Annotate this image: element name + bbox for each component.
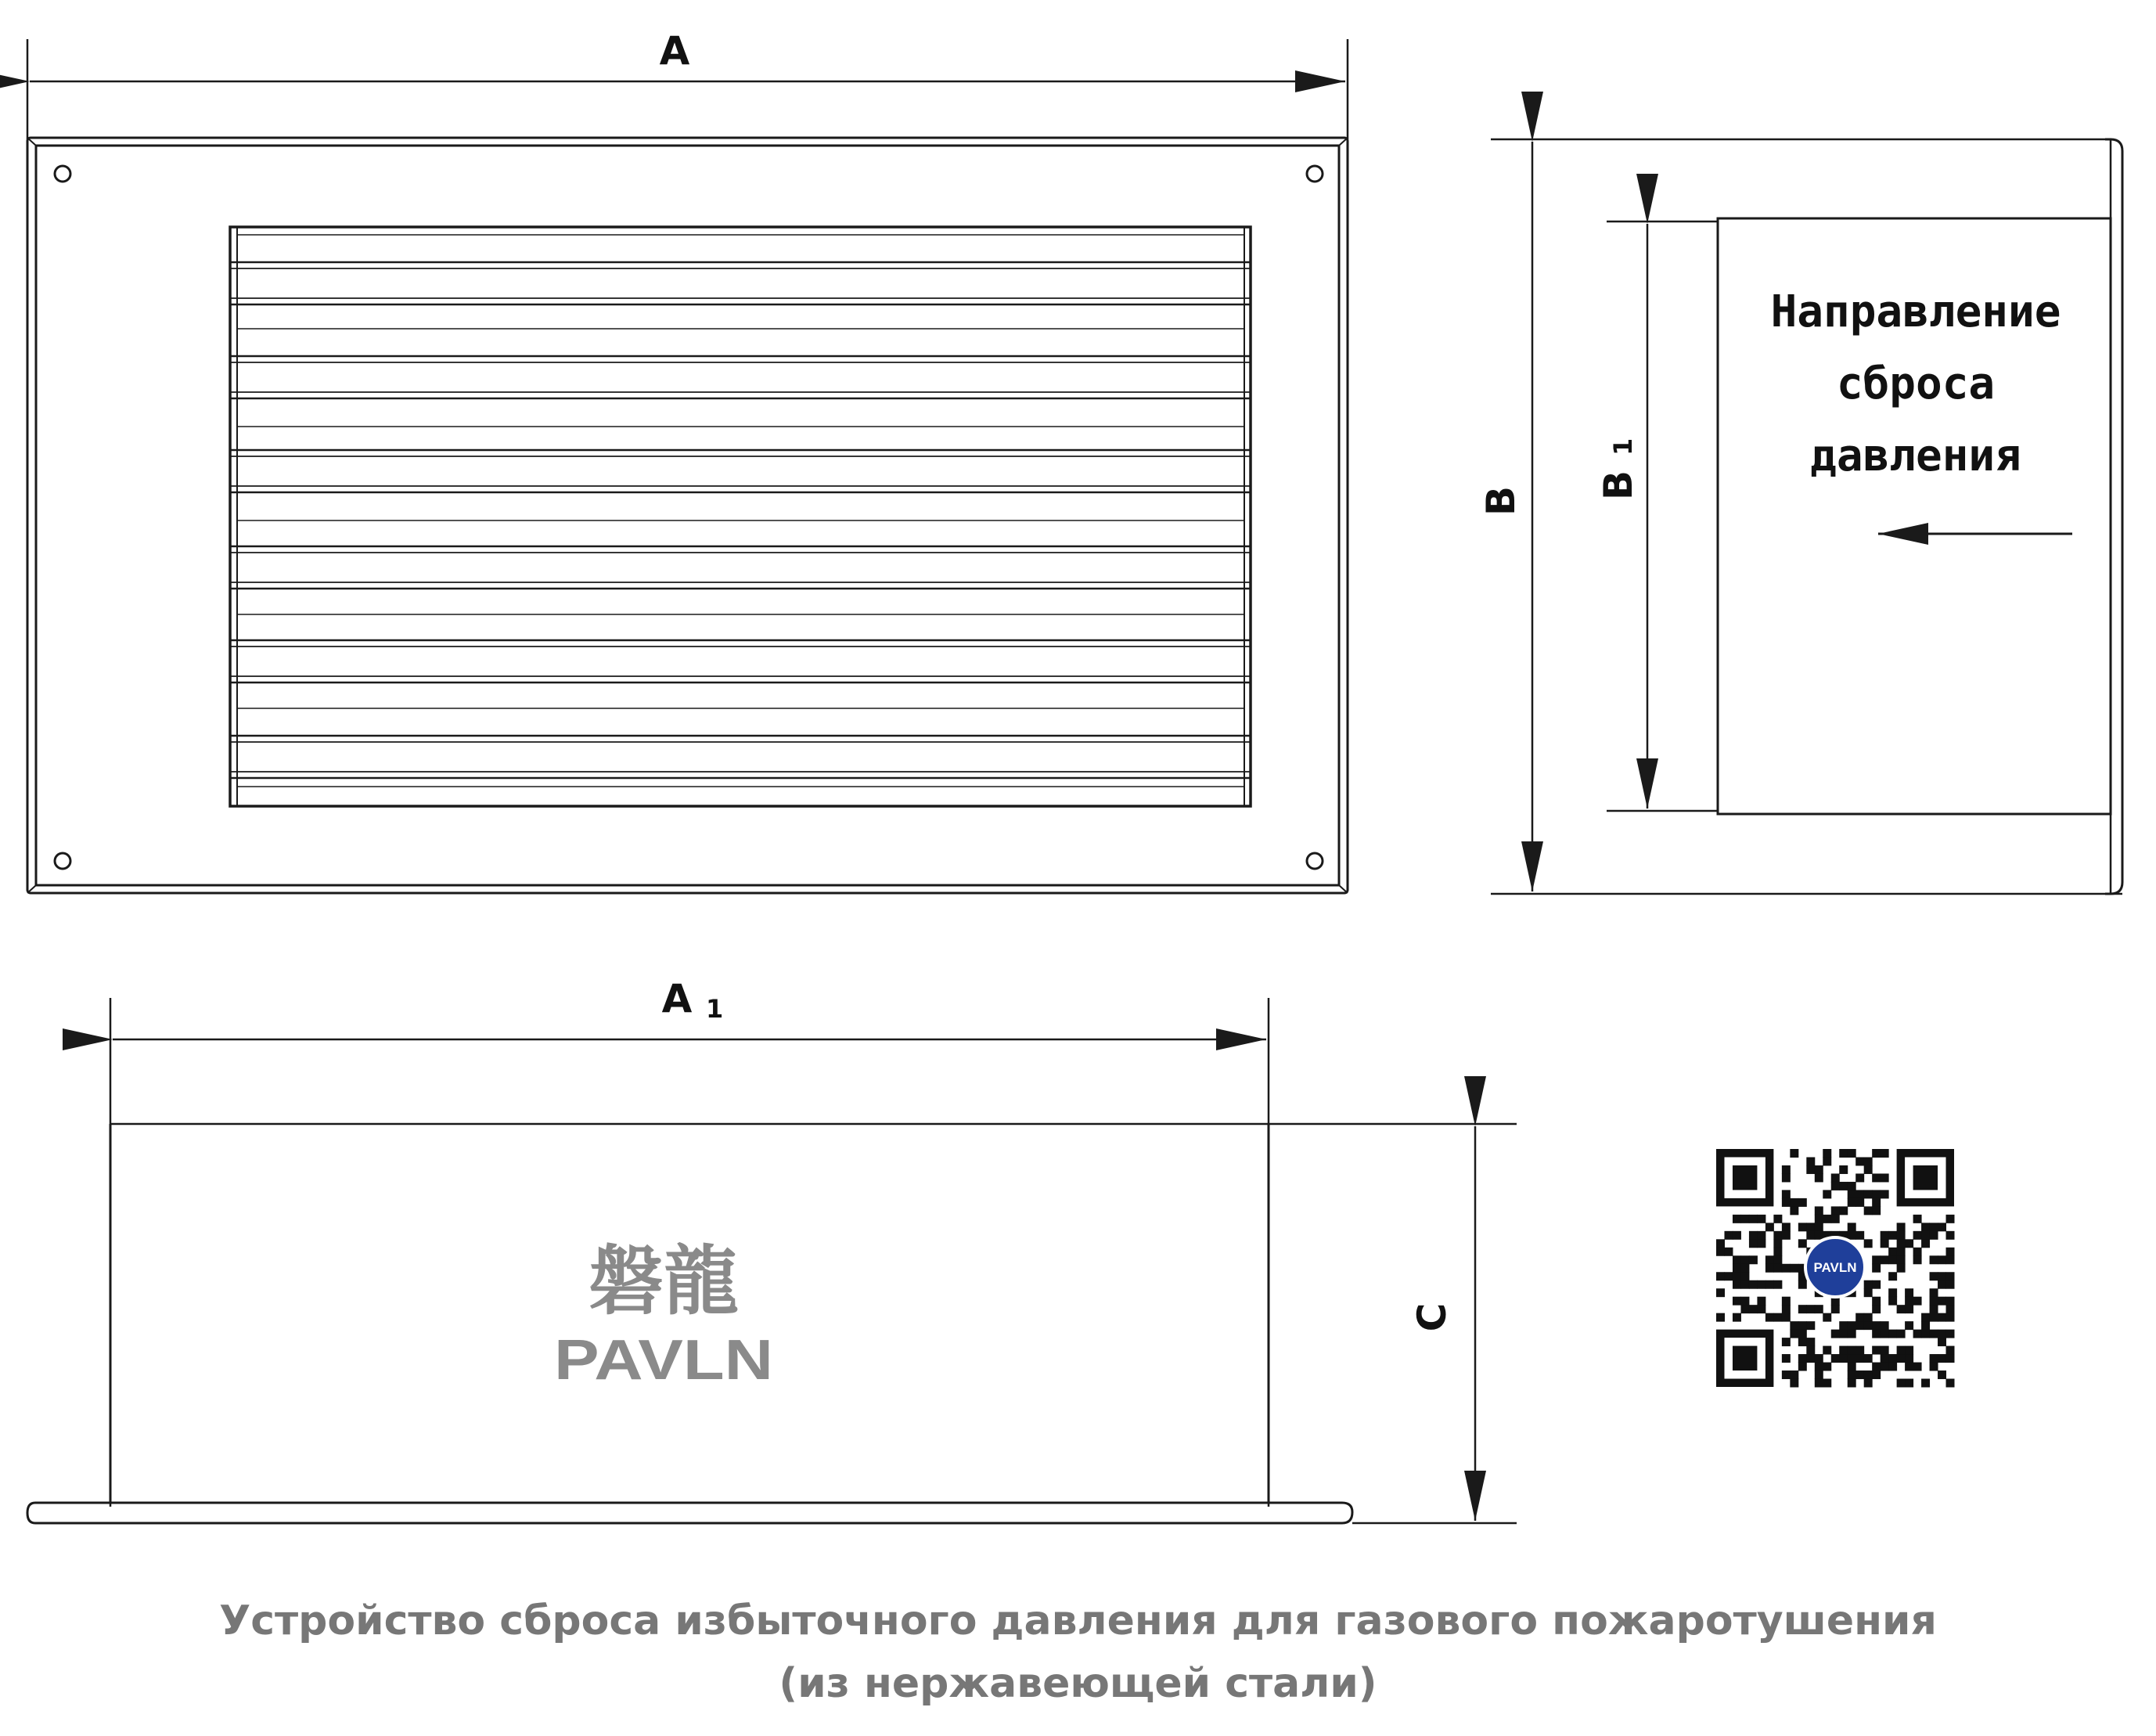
qr-module <box>1765 1264 1774 1273</box>
qr-module <box>1872 1297 1881 1306</box>
qr-module <box>1881 1346 1889 1355</box>
qr-module <box>1897 1231 1906 1240</box>
caption-line-1: Устройство сброса избыточного давления для газового пожаротушения <box>219 1597 1937 1644</box>
qr-module <box>1848 1198 1856 1207</box>
qr-module <box>1921 1330 1930 1338</box>
qr-module <box>1938 1272 1946 1280</box>
mounting-hole <box>1307 853 1323 869</box>
qr-module <box>1872 1264 1881 1273</box>
qr-module <box>1740 1255 1749 1264</box>
qr-module <box>1946 1215 1955 1223</box>
qr-module <box>1864 1313 1873 1322</box>
qr-module <box>1815 1165 1823 1174</box>
qr-module <box>1905 1363 1913 1371</box>
qr-module <box>1855 1198 1864 1207</box>
qr-module <box>1946 1330 1955 1338</box>
qr-module <box>1905 1321 1913 1330</box>
qr-module <box>1897 1239 1906 1248</box>
qr-module <box>1823 1346 1831 1355</box>
qr-module <box>1930 1305 1938 1313</box>
dimension-a1-label: A <box>661 976 693 1021</box>
qr-module <box>1888 1330 1897 1338</box>
qr-module <box>1872 1255 1881 1264</box>
qr-module <box>1839 1206 1848 1215</box>
qr-module <box>1855 1173 1864 1182</box>
dimension-b1-label: B <box>1596 470 1641 501</box>
qr-module <box>1798 1321 1807 1330</box>
qr-module <box>1864 1288 1873 1297</box>
qr-module <box>1930 1363 1938 1371</box>
qr-module <box>1806 1354 1815 1363</box>
louver-opening <box>230 227 1251 806</box>
qr-module <box>1815 1305 1823 1313</box>
side-flange <box>2105 139 2122 894</box>
qr-module <box>1938 1297 1946 1306</box>
qr-module <box>1765 1280 1774 1289</box>
qr-module <box>1815 1215 1823 1223</box>
qr-module <box>1921 1231 1930 1240</box>
qr-module <box>1930 1288 1938 1297</box>
qr-module <box>1872 1173 1881 1182</box>
qr-module <box>1872 1305 1881 1313</box>
qr-module <box>1757 1231 1765 1240</box>
qr-module <box>1806 1231 1815 1240</box>
qr-module <box>1888 1297 1897 1306</box>
qr-module <box>1864 1165 1873 1174</box>
qr-module <box>1864 1354 1873 1363</box>
qr-module <box>1815 1206 1823 1215</box>
qr-module <box>1848 1379 1856 1388</box>
qr-code <box>1716 1149 1955 1388</box>
qr-module <box>1848 1182 1856 1190</box>
qr-module <box>1790 1379 1798 1388</box>
qr-module <box>1790 1149 1798 1158</box>
qr-module <box>1757 1215 1765 1223</box>
louver-blades <box>230 235 1251 787</box>
qr-module <box>1798 1239 1807 1248</box>
qr-module <box>1888 1354 1897 1363</box>
qr-module <box>1806 1165 1815 1174</box>
qr-module <box>1839 1346 1848 1355</box>
qr-module <box>1733 1313 1741 1322</box>
qr-module <box>1815 1231 1823 1240</box>
qr-module <box>1921 1239 1930 1248</box>
front-frame-outer <box>27 138 1348 893</box>
qr-module <box>1848 1223 1856 1231</box>
qr-module <box>1905 1239 1913 1248</box>
qr-module <box>1946 1313 1955 1322</box>
qr-module <box>1888 1288 1897 1297</box>
dimension-c-label: C <box>1409 1302 1455 1332</box>
qr-module <box>1782 1305 1791 1313</box>
qr-module <box>1913 1215 1922 1223</box>
qr-module <box>1782 1370 1791 1379</box>
qr-module <box>1831 1206 1840 1215</box>
dimension-b-label: B <box>1478 485 1524 517</box>
qr-module <box>1798 1354 1807 1363</box>
qr-module <box>1881 1354 1889 1363</box>
qr-module <box>1855 1157 1864 1165</box>
qr-module <box>1946 1297 1955 1306</box>
qr-module <box>1938 1338 1946 1346</box>
qr-module <box>1798 1223 1807 1231</box>
qr-module <box>1946 1354 1955 1363</box>
qr-module <box>1946 1248 1955 1256</box>
dimension-a-label: A <box>659 28 690 74</box>
qr-module <box>1921 1379 1930 1388</box>
qr-module <box>1798 1363 1807 1371</box>
qr-module <box>1839 1165 1848 1174</box>
qr-module <box>1823 1379 1831 1388</box>
qr-module <box>1855 1231 1864 1240</box>
qr-module <box>1773 1313 1782 1322</box>
qr-module <box>1897 1255 1906 1264</box>
qr-finder-core <box>1913 1165 1938 1190</box>
qr-module <box>1938 1370 1946 1379</box>
qr-module <box>1938 1330 1946 1338</box>
qr-module <box>1938 1280 1946 1289</box>
qr-module <box>1782 1264 1791 1273</box>
qr-module <box>1790 1206 1798 1215</box>
qr-module <box>1921 1313 1930 1322</box>
qr-module <box>1864 1370 1873 1379</box>
qr-module <box>1913 1330 1922 1338</box>
qr-module <box>1864 1321 1873 1330</box>
qr-module <box>1930 1223 1938 1231</box>
qr-module <box>1782 1297 1791 1306</box>
qr-module <box>1716 1239 1725 1248</box>
qr-module <box>1716 1272 1725 1280</box>
qr-module <box>1782 1190 1791 1198</box>
qr-module <box>1749 1239 1758 1248</box>
qr-module <box>1938 1354 1946 1363</box>
qr-module <box>1839 1321 1848 1330</box>
bottom-view <box>27 976 1517 1523</box>
qr-module <box>1872 1206 1881 1215</box>
qr-module <box>1905 1354 1913 1363</box>
qr-module <box>1815 1370 1823 1379</box>
qr-module <box>1855 1354 1864 1363</box>
qr-module <box>1790 1330 1798 1338</box>
side-view <box>1478 139 2122 894</box>
qr-module <box>1905 1379 1913 1388</box>
qr-finder-core <box>1733 1346 1757 1370</box>
qr-module <box>1831 1354 1840 1363</box>
qr-module <box>1864 1190 1873 1198</box>
qr-module <box>1716 1313 1725 1322</box>
qr-module <box>1872 1280 1881 1289</box>
qr-module <box>1888 1255 1897 1264</box>
qr-module <box>1773 1264 1782 1273</box>
qr-module <box>1946 1346 1955 1355</box>
qr-module <box>1897 1305 1906 1313</box>
qr-module <box>1773 1231 1782 1240</box>
qr-module <box>1740 1272 1749 1280</box>
qr-module <box>1946 1231 1955 1240</box>
qr-module <box>1881 1149 1889 1158</box>
mounting-hole <box>1307 166 1323 182</box>
qr-module <box>1790 1321 1798 1330</box>
qr-module <box>1749 1305 1758 1313</box>
qr-module <box>1823 1215 1831 1223</box>
qr-module <box>1773 1215 1782 1223</box>
qr-module <box>1946 1280 1955 1289</box>
qr-module <box>1848 1330 1856 1338</box>
qr-module <box>1831 1215 1840 1223</box>
qr-module <box>1905 1297 1913 1306</box>
qr-module <box>1921 1321 1930 1330</box>
qr-module <box>1782 1223 1791 1231</box>
qr-module <box>1881 1173 1889 1182</box>
brand-latin: PAVLN <box>554 1329 773 1392</box>
qr-logo-text: PAVLN <box>1813 1260 1857 1275</box>
qr-module <box>1733 1272 1741 1280</box>
qr-module <box>1740 1297 1749 1306</box>
qr-module <box>1798 1338 1807 1346</box>
dimension-a1-subscript: 1 <box>706 994 724 1024</box>
qr-module <box>1848 1149 1856 1158</box>
qr-module <box>1790 1264 1798 1273</box>
qr-finder-core <box>1733 1165 1757 1190</box>
qr-module <box>1848 1321 1856 1330</box>
qr-module <box>1872 1370 1881 1379</box>
qr-module <box>1839 1354 1848 1363</box>
qr-module <box>1848 1346 1856 1355</box>
qr-module <box>1806 1305 1815 1313</box>
qr-module <box>1757 1305 1765 1313</box>
qr-module <box>1913 1231 1922 1240</box>
qr-module <box>1823 1149 1831 1158</box>
qr-module <box>1733 1255 1741 1264</box>
qr-module <box>1864 1157 1873 1165</box>
qr-module <box>1872 1330 1881 1338</box>
qr-module <box>1806 1346 1815 1355</box>
qr-module <box>1806 1338 1815 1346</box>
qr-module <box>1716 1288 1725 1297</box>
qr-module <box>1872 1363 1881 1371</box>
qr-module <box>1790 1370 1798 1379</box>
qr-module <box>1765 1255 1774 1264</box>
qr-module <box>1798 1198 1807 1207</box>
qr-module <box>1733 1280 1741 1289</box>
qr-module <box>1930 1297 1938 1306</box>
qr-module <box>1798 1280 1807 1289</box>
front-view <box>27 28 1348 893</box>
qr-module <box>1749 1215 1758 1223</box>
dimension-a <box>27 28 1348 139</box>
qr-module <box>1782 1231 1791 1240</box>
qr-module <box>1913 1363 1922 1371</box>
qr-module <box>1855 1346 1864 1355</box>
qr-module <box>1938 1223 1946 1231</box>
mounting-hole <box>55 853 70 869</box>
qr-module <box>1930 1354 1938 1363</box>
dimension-b1-subscript: 1 <box>1608 438 1638 456</box>
dimension-b1 <box>1596 222 1718 811</box>
qr-module <box>1823 1157 1831 1165</box>
qr-module <box>1806 1157 1815 1165</box>
qr-module <box>1888 1363 1897 1371</box>
qr-module <box>1740 1280 1749 1289</box>
qr-module <box>1831 1305 1840 1313</box>
qr-module <box>1782 1313 1791 1322</box>
qr-module <box>1888 1248 1897 1256</box>
qr-module <box>1782 1173 1791 1182</box>
qr-module <box>1740 1305 1749 1313</box>
qr-module <box>1823 1363 1831 1371</box>
qr-module <box>1733 1215 1741 1223</box>
qr-module <box>1930 1231 1938 1240</box>
qr-module <box>1881 1255 1889 1264</box>
qr-module <box>1773 1280 1782 1289</box>
qr-module <box>1815 1223 1823 1231</box>
qr-module <box>1872 1346 1881 1355</box>
qr-module <box>1782 1354 1791 1363</box>
dimension-b <box>1478 139 2122 894</box>
qr-module <box>1806 1223 1815 1231</box>
qr-module <box>1897 1354 1906 1363</box>
qr-module <box>1798 1330 1807 1338</box>
qr-module <box>1881 1330 1889 1338</box>
qr-module <box>1864 1280 1873 1289</box>
qr-module <box>1765 1223 1774 1231</box>
qr-module <box>1773 1255 1782 1264</box>
qr-module <box>1881 1231 1889 1240</box>
qr-module <box>1724 1231 1733 1240</box>
qr-module <box>1773 1248 1782 1256</box>
qr-module <box>1757 1239 1765 1248</box>
qr-module <box>1749 1255 1758 1264</box>
qr-module <box>1815 1363 1823 1371</box>
qr-module <box>1897 1248 1906 1256</box>
qr-module <box>1905 1305 1913 1313</box>
qr-module <box>1864 1239 1873 1248</box>
qr-module <box>1864 1379 1873 1388</box>
qr-module <box>1897 1330 1906 1338</box>
qr-module <box>1765 1313 1774 1322</box>
qr-module <box>1724 1248 1733 1256</box>
qr-module <box>1930 1272 1938 1280</box>
qr-module <box>1897 1223 1906 1231</box>
qr-module <box>1716 1248 1725 1256</box>
qr-module <box>1930 1330 1938 1338</box>
qr-module <box>1946 1305 1955 1313</box>
qr-module <box>1855 1313 1864 1322</box>
qr-module <box>1798 1305 1807 1313</box>
qr-module <box>1790 1198 1798 1207</box>
qr-module <box>1881 1363 1889 1371</box>
qr-module <box>1913 1255 1922 1264</box>
qr-module <box>1930 1255 1938 1264</box>
qr-module <box>1872 1321 1881 1330</box>
brand-chinese: 磐龍 <box>588 1237 739 1325</box>
qr-module <box>1921 1223 1930 1231</box>
qr-module <box>1831 1330 1840 1338</box>
qr-module <box>1839 1182 1848 1190</box>
qr-module <box>1946 1255 1955 1264</box>
dimension-c <box>1409 1126 1475 1521</box>
qr-module <box>1733 1231 1741 1240</box>
qr-module <box>1823 1313 1831 1322</box>
qr-module <box>1930 1313 1938 1322</box>
direction-line-3: давления <box>1810 430 2021 481</box>
direction-line-2: сброса <box>1836 358 1996 409</box>
qr-module <box>1815 1173 1823 1182</box>
qr-module <box>1897 1346 1906 1355</box>
qr-module <box>1913 1297 1922 1306</box>
qr-module <box>1872 1190 1881 1198</box>
qr-module <box>1913 1248 1922 1256</box>
qr-module <box>1905 1288 1913 1297</box>
qr-module <box>1848 1354 1856 1363</box>
qr-module <box>1855 1370 1864 1379</box>
qr-module <box>1740 1215 1749 1223</box>
qr-module <box>1831 1182 1840 1190</box>
qr-module <box>1938 1313 1946 1322</box>
mounting-hole <box>55 166 70 182</box>
direction-line-1: Направление <box>1770 286 2061 337</box>
qr-module <box>1848 1231 1856 1240</box>
qr-module <box>1773 1239 1782 1248</box>
qr-module <box>1831 1173 1840 1182</box>
qr-module <box>1749 1280 1758 1289</box>
qr-module <box>1905 1346 1913 1355</box>
qr-module <box>1881 1321 1889 1330</box>
qr-module <box>1733 1264 1741 1273</box>
qr-module <box>1938 1255 1946 1264</box>
qr-module <box>1724 1272 1733 1280</box>
qr-module <box>1839 1330 1848 1338</box>
qr-module <box>1897 1264 1906 1273</box>
qr-module <box>1733 1297 1741 1306</box>
qr-module <box>1881 1190 1889 1198</box>
qr-module <box>1855 1321 1864 1330</box>
qr-module <box>1848 1363 1856 1371</box>
qr-module <box>1823 1190 1831 1198</box>
qr-module <box>1749 1231 1758 1240</box>
qr-module <box>1848 1370 1856 1379</box>
qr-module <box>1946 1379 1955 1388</box>
caption-line-2: (из нержавеющей стали) <box>779 1660 1377 1707</box>
qr-module <box>1888 1272 1897 1280</box>
qr-module <box>1848 1190 1856 1198</box>
qr-module <box>1872 1198 1881 1207</box>
bottom-flange <box>27 1503 1352 1523</box>
qr-module <box>1782 1198 1791 1207</box>
qr-module <box>1782 1165 1791 1174</box>
qr-module <box>1815 1354 1823 1363</box>
qr-module <box>1757 1280 1765 1289</box>
qr-module <box>1757 1297 1765 1306</box>
qr-module <box>1782 1338 1791 1346</box>
qr-module <box>1881 1239 1889 1248</box>
qr-module <box>1806 1321 1815 1330</box>
qr-module <box>1864 1206 1873 1215</box>
qr-module <box>1839 1149 1848 1158</box>
qr-module <box>1872 1149 1881 1158</box>
qr-module <box>1888 1231 1897 1240</box>
qr-module <box>1946 1272 1955 1280</box>
qr-module <box>1815 1379 1823 1388</box>
qr-module <box>1897 1379 1906 1388</box>
qr-module <box>1740 1264 1749 1273</box>
qr-module <box>1855 1190 1864 1198</box>
